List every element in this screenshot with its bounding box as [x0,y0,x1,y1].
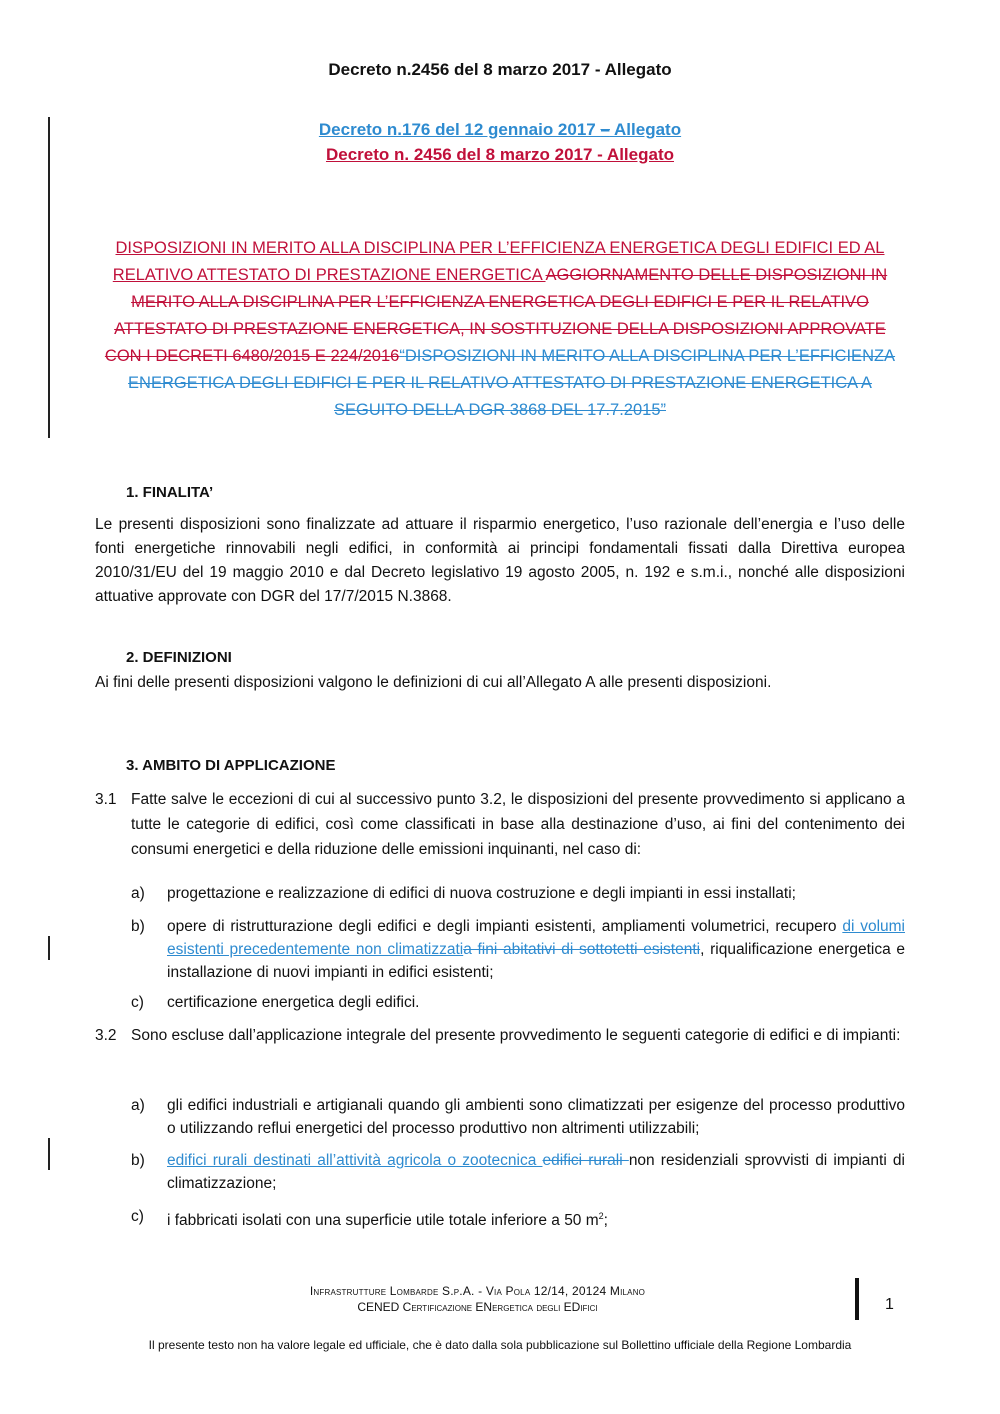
change-bar [48,117,50,438]
change-bar [48,936,50,960]
list-label: c) [131,994,144,1011]
list-text [167,1149,905,1195]
subtitle-red: Decreto n. 2456 del 8 marzo 2017 - Allegato [325,145,674,164]
paragraph-text: Sono escluse dall’applicazione integrale del presente provvedimento le seguenti categorie di edifici e di impianti: [131,1027,901,1044]
footer-cened-line: CENED Certificazione ENergetica degli EDifici [357,1300,598,1314]
list-text-main: i fabbricati isolati con una superficie utile totale inferiore a 50 m [167,1212,599,1230]
list-item [131,1205,905,1232]
list-label: b) [131,918,145,935]
footer-divider [855,1278,859,1320]
list-item [131,915,905,984]
list-text-inserted: di volumi esistenti precedentemente non climatizzati [167,918,905,958]
section-heading-ambito: 3. AMBITO DI APPLICAZIONE [126,757,336,774]
footer-company-line: Infrastrutture Lombarde S.p.A. - Via Pola 12/14, 20124 Milano [309,1284,646,1298]
disposizioni-blue-quote-open: “ [399,347,405,365]
list-label: c) [131,1208,144,1225]
disposizioni-title-block [95,235,905,424]
list-text [167,915,905,984]
list-label: a) [131,885,145,902]
list-item [131,1149,905,1195]
definizioni-paragraph: Ai fini delle presenti disposizioni valgono le definizioni di cui all’Allegato A alle presenti disposizioni. [95,674,772,691]
paragraph-3-2 [95,1023,905,1048]
list-text: progettazione e realizzazione di edifici di nuova costruzione e degli impianti in essi installati; [167,885,796,902]
list-text [167,1205,905,1232]
paragraph-number: 3.2 [95,1027,117,1044]
list-item [131,991,905,1014]
list-text-inserted: edifici rurali destinati all’attività agricola o zootecnica [167,1152,543,1169]
list-label: a) [131,1097,145,1114]
list-text-deleted: edifici rurali [542,1152,629,1169]
subtitle-blue-strike-dash: – [600,120,610,139]
list-text: certificazione energetica degli edifici. [167,994,420,1011]
list-text-end: non residenziali sprovvisti di impianti di climatizzazione; [167,1152,905,1192]
document-header-title: Decreto n.2456 del 8 marzo 2017 - Allegato [328,60,672,79]
list-text-start: opere di ristrutturazione degli edifici e degli impianti esistenti, ampliamenti volumetrici, recupero [167,918,843,935]
disposizioni-deleted: AGGIORNAMENTO DELLE DISPOSIZIONI IN MERITO ALLA DISCIPLINA PER L’EFFICIENZA ENERGETICA DEGLI EDIFICI E PER IL RELATIVO ATTESTATO DI PRESTAZIONE ENERGETICA, IN SOSTITUZIONE DELLA DISPOSIZIONI APPROVATE CON I DECRETI 6480/2015 E 224/2016 [104,266,888,365]
list-item [131,882,905,905]
disposizioni-blue-deleted: DISPOSIZIONI IN MERITO ALLA DISCIPLINA PER L’EFFICIENZA ENERGETICA DEGLI EDIFICI E PER IL RELATIVO ATTESTATO DI PRESTAZIONE ENERGETICA A SEGUITO DELLA DGR 3868 DEL 17.7.2015 [128,347,896,419]
list-text-end: , riqualificazione energetica e installazione di nuovi impianti in edifici esistenti; [167,941,905,981]
paragraph-3-1 [95,787,905,862]
section-heading-definizioni: 2. DEFINIZIONI [126,649,232,666]
subtitle-blue-suffix: Allegato [609,120,682,139]
disposizioni-inserted: DISPOSIZIONI IN MERITO ALLA DISCIPLINA PER L’EFFICIENZA ENERGETICA DEGLI EDIFICI ED AL RELATIVO ATTESTATO DI PRESTAZIONE ENERGETICA [112,239,885,284]
superscript: 2 [598,1211,604,1221]
finalita-paragraph: Le presenti disposizioni sono finalizzate ad attuare il risparmio energetico, l’uso razionale dell’energia e l’uso delle fonti energetiche rinnovabili negli edifici, in conformità ai principi fondamentali fissati dalla Direttiva europea 2010/31/EU del 19 maggio 2010 e dal Decreto legislativo 19 agosto 2005, n. 192 e s.m.i., nonché alle disposizioni attuative approvate con DGR del 17/7/2015 N.3868. [95,516,905,605]
section-heading-finalita: 1. FINALITA’ [126,484,214,501]
list-item [131,1094,905,1140]
subtitle-blue [0,120,1000,140]
subtitle-blue-prefix: Decreto n.176 del 12 gennaio 2017 [318,120,601,139]
list-text-deleted: a fini abitativi di sottotetti esistenti [463,941,701,958]
paragraph-number: 3.1 [95,791,117,808]
disposizioni-blue-quote-close: ” [660,401,666,419]
list-text-end: ; [603,1212,608,1230]
page-number: 1 [885,1296,894,1313]
legal-disclaimer: Il presente testo non ha valore legale ed ufficiale, che è dato dalla sola pubblicazione sul Bollettino ufficiale della Regione Lombardia [148,1338,852,1352]
change-bar [48,1138,50,1170]
paragraph-text: Fatte salve le eccezioni di cui al successivo punto 3.2, le disposizioni del presente provvedimento si applicano a tutte le categorie di edifici, così come classificati in base alla destinazione d’uso, ai fini del contenimento dei consumi energetici e della riduzione delle emissioni inquinanti, nel caso di: [131,791,905,858]
list-text: gli edifici industriali e artigianali quando gli ambienti sono climatizzati per esigenze del processo produttivo o utilizzando reflui energetici del processo produttivo non altrimenti utilizzabili; [167,1097,905,1137]
list-label: b) [131,1152,145,1169]
